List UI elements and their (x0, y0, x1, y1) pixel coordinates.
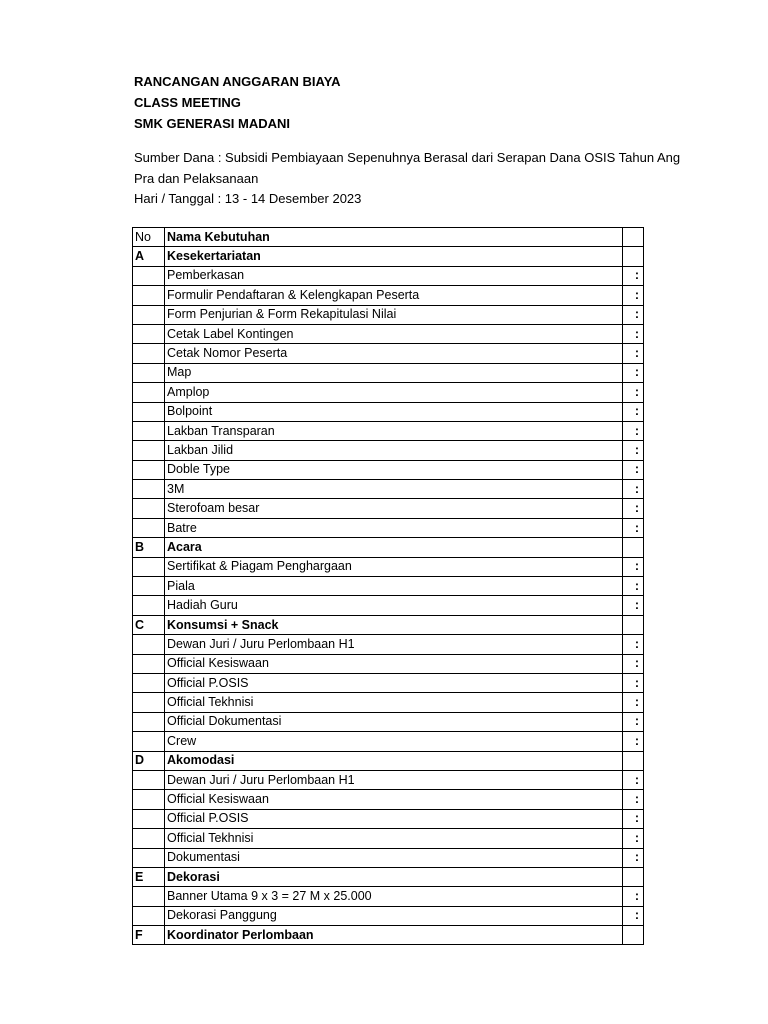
row-number-cell (133, 499, 165, 518)
colon-cell: : (623, 480, 644, 499)
row-number-cell (133, 712, 165, 731)
title-school-name: SMK GENERASI MADANI (134, 116, 291, 131)
table-row (133, 673, 644, 692)
colon-cell: : (623, 460, 644, 479)
item-name-cell: Hadiah Guru (165, 596, 623, 615)
item-name-cell: Official P.OSIS (165, 809, 623, 828)
item-name-cell: Sertifikat & Piagam Penghargaan (165, 557, 623, 576)
item-name-cell: Crew (165, 732, 623, 751)
row-number-cell (133, 848, 165, 867)
item-name-cell: Dewan Juri / Juru Perlombaan H1 (165, 635, 623, 654)
item-name-cell: Bolpoint (165, 402, 623, 421)
row-number-cell (133, 344, 165, 363)
row-number-cell (133, 906, 165, 925)
item-name-cell: Piala (165, 577, 623, 596)
table-row (133, 266, 644, 285)
table-row (133, 906, 644, 925)
table-row (133, 712, 644, 731)
colon-cell: : (623, 383, 644, 402)
colon-cell: : (623, 344, 644, 363)
item-name-cell: 3M (165, 480, 623, 499)
item-name-cell: Cetak Nomor Peserta (165, 344, 623, 363)
row-number-cell (133, 324, 165, 343)
item-name-cell: Form Penjurian & Form Rekapitulasi Nilai (165, 305, 623, 324)
item-name-cell: Official Tekhnisi (165, 829, 623, 848)
section-title-cell: Acara (165, 538, 623, 557)
section-title-cell: Akomodasi (165, 751, 623, 770)
item-name-cell: Lakban Transparan (165, 421, 623, 440)
colon-cell: : (623, 499, 644, 518)
row-number-cell (133, 266, 165, 285)
row-number-cell (133, 518, 165, 537)
item-name-cell: Doble Type (165, 460, 623, 479)
section-row (133, 867, 644, 886)
item-name-cell: Dekorasi Panggung (165, 906, 623, 925)
row-number-cell (133, 732, 165, 751)
row-number-cell: A (133, 247, 165, 266)
colon-cell: : (623, 421, 644, 440)
colon-cell: : (623, 635, 644, 654)
phase-text: Pra dan Pelaksanaan (134, 170, 259, 186)
colon-cell: : (623, 790, 644, 809)
table-row (133, 402, 644, 421)
item-name-cell: Official Dokumentasi (165, 712, 623, 731)
item-name-cell: Official P.OSIS (165, 673, 623, 692)
colon-cell: : (623, 848, 644, 867)
table-row (133, 383, 644, 402)
table-row (133, 829, 644, 848)
row-number-cell: F (133, 926, 165, 945)
colon-cell: : (623, 363, 644, 382)
table-row (133, 499, 644, 518)
colon-cell (623, 867, 644, 886)
row-number-cell (133, 402, 165, 421)
row-number-cell (133, 421, 165, 440)
row-number-cell: D (133, 751, 165, 770)
item-name-cell: Sterofoam besar (165, 499, 623, 518)
table-row (133, 790, 644, 809)
row-number-cell (133, 557, 165, 576)
colon-cell: : (623, 305, 644, 324)
funding-source-text: Sumber Dana : Subsidi Pembiayaan Sepenuhnya Berasal dari Serapan Dana OSIS Tahun Ang (134, 150, 681, 165)
colon-cell: : (623, 770, 644, 789)
section-row (133, 926, 644, 945)
row-number-cell (133, 363, 165, 382)
colon-cell: : (623, 324, 644, 343)
section-row (133, 751, 644, 770)
table-row (133, 557, 644, 576)
table-row (133, 324, 644, 343)
table-row (133, 654, 644, 673)
event-date-text: Hari / Tanggal : 13 - 14 Desember 2023 (134, 191, 362, 206)
table-row (133, 848, 644, 867)
row-number-cell (133, 654, 165, 673)
colon-cell: : (623, 712, 644, 731)
row-number-cell (133, 441, 165, 460)
section-row (133, 538, 644, 557)
row-number-cell (133, 286, 165, 305)
row-number-cell (133, 829, 165, 848)
colon-cell: : (623, 441, 644, 460)
colon-cell: : (623, 809, 644, 828)
colon-cell (623, 926, 644, 945)
table-row (133, 596, 644, 615)
colon-cell: : (623, 654, 644, 673)
title-budget-plan: RANCANGAN ANGGARAN BIAYA (134, 74, 341, 89)
item-name-cell: Amplop (165, 383, 623, 402)
colon-cell: : (623, 557, 644, 576)
budget-table (132, 227, 644, 945)
section-row (133, 247, 644, 266)
table-row (133, 887, 644, 906)
header-empty (623, 228, 644, 247)
item-name-cell: Dewan Juri / Juru Perlombaan H1 (165, 770, 623, 789)
colon-cell (623, 247, 644, 266)
colon-cell (623, 615, 644, 634)
table-row (133, 809, 644, 828)
colon-cell: : (623, 518, 644, 537)
table-row (133, 480, 644, 499)
item-name-cell: Dokumentasi (165, 848, 623, 867)
item-name-cell: Lakban Jilid (165, 441, 623, 460)
colon-cell (623, 751, 644, 770)
budget-table-body (133, 228, 644, 945)
row-number-cell (133, 596, 165, 615)
colon-cell: : (623, 887, 644, 906)
colon-cell: : (623, 829, 644, 848)
row-number-cell (133, 790, 165, 809)
row-number-cell: E (133, 867, 165, 886)
item-name-cell: Formulir Pendaftaran & Kelengkapan Peserta (165, 286, 623, 305)
row-number-cell (133, 693, 165, 712)
row-number-cell (133, 809, 165, 828)
colon-cell: : (623, 402, 644, 421)
table-row (133, 344, 644, 363)
title-event-name: CLASS MEETING (134, 95, 241, 110)
table-row (133, 305, 644, 324)
row-number-cell (133, 635, 165, 654)
header-no: No (133, 228, 165, 247)
document-info-block (134, 148, 768, 210)
colon-cell: : (623, 577, 644, 596)
row-number-cell (133, 673, 165, 692)
table-row (133, 518, 644, 537)
item-name-cell: Official Tekhnisi (165, 693, 623, 712)
section-title-cell: Konsumsi + Snack (165, 615, 623, 634)
item-name-cell: Batre (165, 518, 623, 537)
item-name-cell: Official Kesiswaan (165, 654, 623, 673)
colon-cell: : (623, 732, 644, 751)
colon-cell: : (623, 266, 644, 285)
table-row (133, 770, 644, 789)
table-row (133, 732, 644, 751)
table-row (133, 635, 644, 654)
table-header-row (133, 228, 644, 247)
colon-cell: : (623, 906, 644, 925)
item-name-cell: Cetak Label Kontingen (165, 324, 623, 343)
row-number-cell (133, 305, 165, 324)
colon-cell: : (623, 673, 644, 692)
colon-cell: : (623, 693, 644, 712)
table-row (133, 421, 644, 440)
row-number-cell: B (133, 538, 165, 557)
row-number-cell (133, 460, 165, 479)
row-number-cell (133, 480, 165, 499)
section-title-cell: Koordinator Perlombaan (165, 926, 623, 945)
document-title-block (134, 71, 341, 134)
header-name: Nama Kebutuhan (165, 228, 623, 247)
table-row (133, 577, 644, 596)
row-number-cell: C (133, 615, 165, 634)
row-number-cell (133, 770, 165, 789)
section-row (133, 615, 644, 634)
row-number-cell (133, 887, 165, 906)
table-row (133, 286, 644, 305)
table-row (133, 693, 644, 712)
section-title-cell: Kesekertariatan (165, 247, 623, 266)
item-name-cell: Official Kesiswaan (165, 790, 623, 809)
colon-cell: : (623, 286, 644, 305)
table-row (133, 441, 644, 460)
colon-cell (623, 538, 644, 557)
table-row (133, 460, 644, 479)
item-name-cell: Pemberkasan (165, 266, 623, 285)
table-row (133, 363, 644, 382)
row-number-cell (133, 383, 165, 402)
row-number-cell (133, 577, 165, 596)
item-name-cell: Map (165, 363, 623, 382)
colon-cell: : (623, 596, 644, 615)
section-title-cell: Dekorasi (165, 867, 623, 886)
item-name-cell: Banner Utama 9 x 3 = 27 M x 25.000 (165, 887, 623, 906)
